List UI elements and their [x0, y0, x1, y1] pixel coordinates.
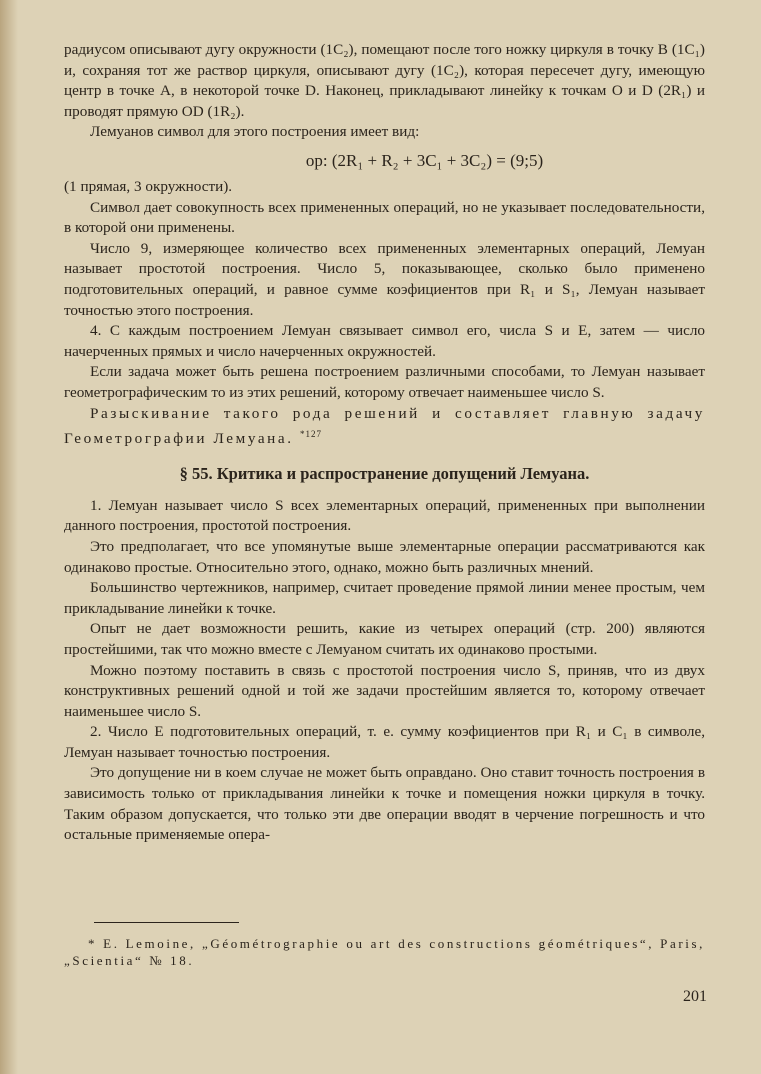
paragraph-15: Это допущение ни в коем случае не может быть оправдано. Оно ставит точность построения в зависимость только от прикладывания линейки к точке и помещения ножки циркуля в точку. Таким образом допускается, что только эти две операции вводят в черчение погрешность и что остальные применяемые опера- — [64, 764, 705, 844]
paragraph-2: Лемуанов символ для этого построения имеет вид: — [90, 123, 420, 141]
paragraph-6: 4. С каждым построением Лемуан связывает символ его, числа S и E, затем — число начерченных прямых и число начерченных окружностей. — [64, 322, 705, 360]
footnote: * E. Lemoine, „Géométrographie ou art des constructions géométriques“, Paris, „Scientia“ № 18. — [64, 935, 705, 968]
reference-mark: *127 — [300, 429, 323, 440]
paragraph-9: 1. Лемуан называет число S всех элементарных операций, примененных при выполнении данного построения, простотой построения. — [64, 496, 705, 535]
paragraph-14: 2. Число E подготовительных операций, т. е. сумму коэфициентов при R₁ и C₁ в символе, Лемуан называет точностью построения. — [64, 723, 705, 761]
section-heading: § 55. Критика и распространение допущений Лемуана. — [179, 463, 590, 483]
paragraph-5: Число 9, измеряющее количество всех примененных элементарных операций, Лемуан называет простотой построения. Число 5, показывающее, сколько было применено подготовительных операций, и равное сумме коэфициентов при R₁ и S₁, Лемуан называет точностью этого построения. — [64, 239, 705, 319]
paragraph-12: Опыт не дает возможности решить, какие из четырех операций (стр. 200) являются простейшими, так что можно вместе с Лемуаном считать их одинаково простыми. — [64, 620, 705, 658]
paragraph-4: Символ дает совокупность всех примененных операций, но не указывает последовательности, в которой они применены. — [64, 198, 705, 237]
paragraph-1: радиусом описывают дугу окружности (1C₂), помещают после того ножку циркуля в точку B (1C₁) и, сохраняя тот же раствор циркуля, описывают дугу (1C₂), которая пересечет дугу, имеющую центр в точке A, в некоторой точке D. Наконец, прикладывают линейку к точкам O и D (2R₁) и проводят прямую OD (1R₂). — [64, 41, 705, 120]
footnote-divider — [94, 922, 239, 923]
paragraph-13: Можно поэтому поставить в связь с простотой построения число S, приняв, что из двух конструктивных решений одной и той же задачи простейшим является то, которому отвечает наименьшее число S. — [64, 661, 705, 720]
paragraph-8 — [64, 404, 705, 450]
page-edge-shadow — [0, 0, 18, 1074]
paragraph-8-text: Разыскивание такого рода решений и составляет главную задачу Геометрографии Лемуана. — [64, 404, 705, 448]
paragraph-7: Если задача может быть решена построением различными способами, то Лемуан называет геометрографическим то из этих решений, которому отвечает наименьшее число S. — [64, 363, 705, 401]
paragraph-10: Это предполагает, что все упомянутые выше элементарные операции рассматриваются как одинаково простые. Относительно этого, однако, можно быть различных мнений. — [64, 537, 705, 576]
paragraph-3: (1 прямая, 3 окружности). — [64, 177, 233, 195]
paragraph-11: Большинство чертежников, например, считает проведение прямой линии менее простым, чем прикладывание линейки к точке. — [64, 579, 705, 617]
lemoine-symbol-formula: ор: (2R₁ + R₂ + 3C₁ + 3C₂) = (9;5) — [305, 150, 544, 170]
page-number: 201 — [683, 988, 707, 1005]
